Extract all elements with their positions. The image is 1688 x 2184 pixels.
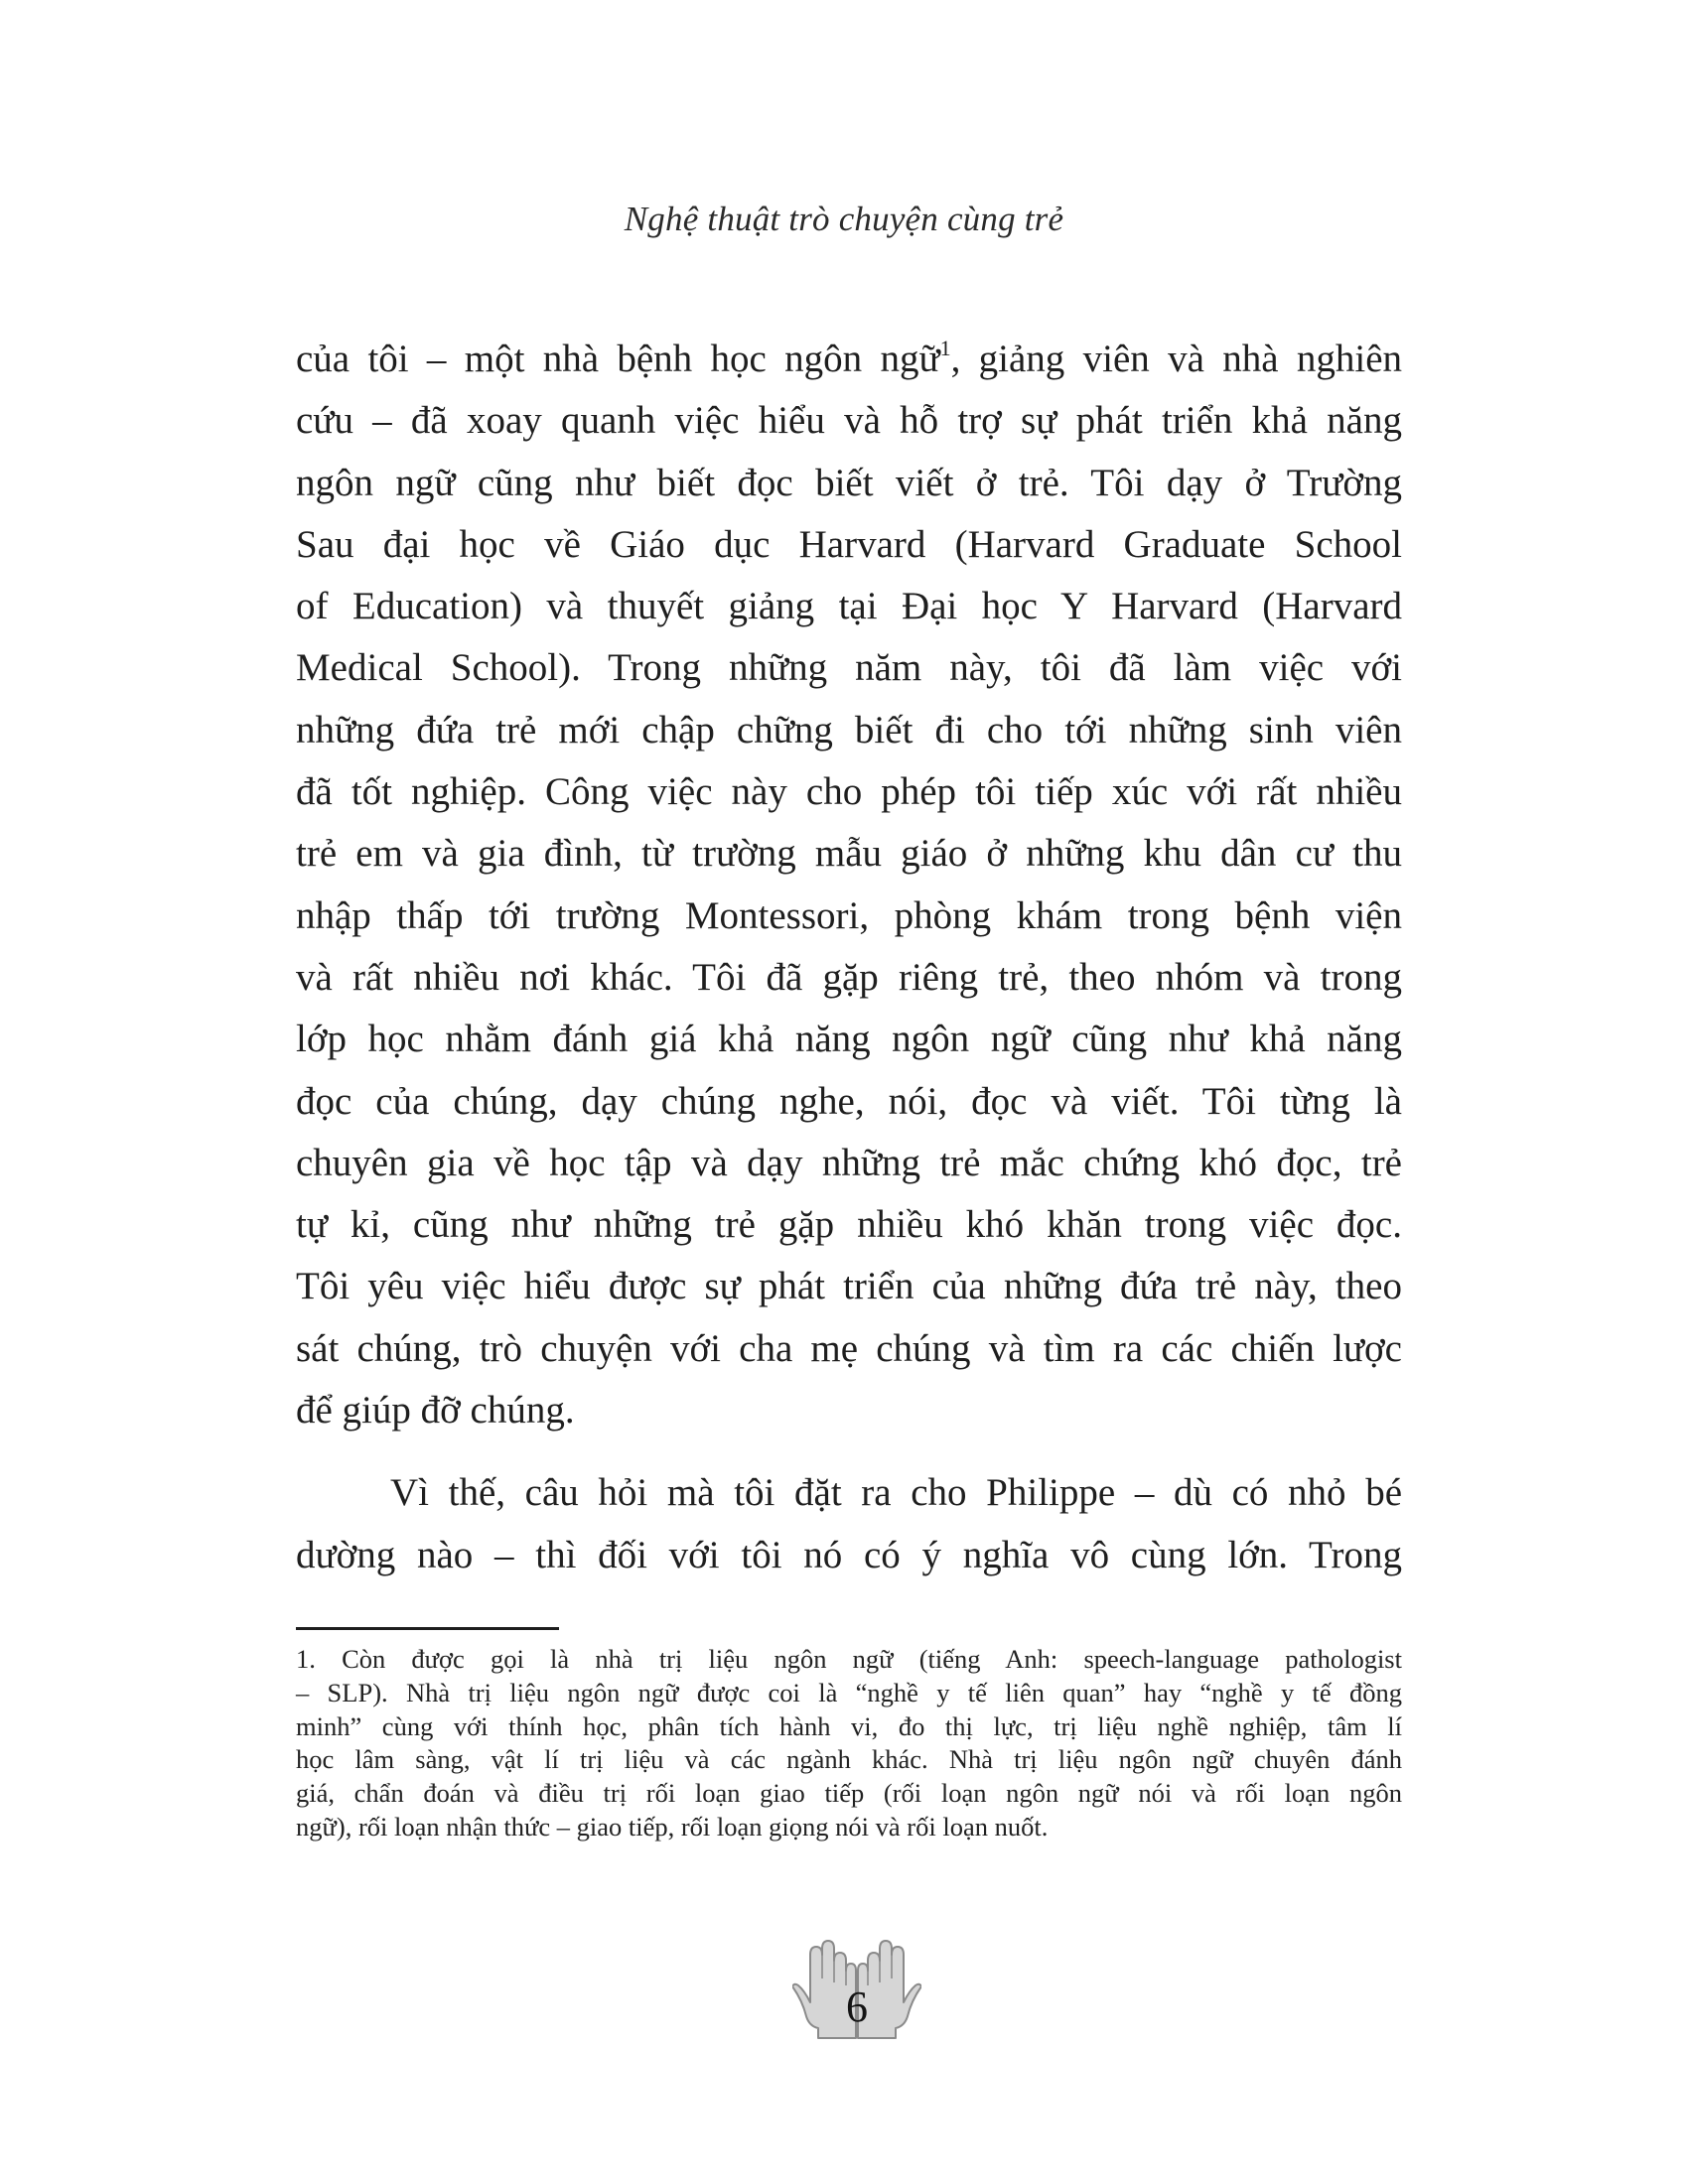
text-line: và rất nhiều nơi khác. Tôi đã gặp riêng trẻ, theo nhóm và trong xyxy=(296,955,1402,999)
text-line: chuyên gia về học tập và dạy những trẻ mắc chứng khó đọc, trẻ xyxy=(296,1141,1402,1184)
page-number-badge xyxy=(792,1931,921,2040)
footnote-line: giá, chẩn đoán và điều trị rối loạn giao tiếp (rối loạn ngôn ngữ nói và rối loạn ngôn xyxy=(296,1778,1402,1809)
text-line: đã tốt nghiệp. Công việc này cho phép tôi tiếp xúc với rất nhiều xyxy=(296,770,1402,814)
footnote-reference[interactable]: 1 xyxy=(939,336,951,360)
paragraph xyxy=(296,329,1402,1441)
text-line: of Education) và thuyết giảng tại Đại học Y Harvard (Harvard xyxy=(296,585,1402,628)
text-line: những đứa trẻ mới chập chững biết đi cho tới những sinh viên xyxy=(296,708,1402,751)
page-number: 6 xyxy=(846,1982,868,2031)
running-header-title: Nghệ thuật trò chuyện cùng trẻ xyxy=(624,200,1064,238)
footnote-line: học lâm sàng, vật lí trị liệu và các ngành khác. Nhà trị liệu ngôn ngữ chuyên đánh xyxy=(296,1744,1402,1775)
text-line: Tôi yêu việc hiểu được sự phát triển của những đứa trẻ này, theo xyxy=(296,1265,1402,1308)
footnote-line: 1. Còn được gọi là nhà trị liệu ngôn ngữ (tiếng Anh: speech-language pathologist xyxy=(296,1644,1402,1674)
text-line: Sau đại học về Giáo dục Harvard (Harvard Graduate School xyxy=(296,522,1402,566)
paragraph xyxy=(296,1462,1402,1586)
text-line: đọc của chúng, dạy chúng nghe, nói, đọc và viết. Tôi từng là xyxy=(296,1079,1402,1123)
text-line: Medical School). Trong những năm này, tôi đã làm việc với xyxy=(296,646,1402,690)
footnote-separator-rule xyxy=(296,1627,559,1630)
text-line: sát chúng, trò chuyện với cha mẹ chúng và tìm ra các chiến lược xyxy=(296,1326,1402,1370)
text-line: trẻ em và gia đình, từ trường mẫu giáo ở những khu dân cư thu xyxy=(296,832,1402,876)
paragraph-spacing xyxy=(296,1441,1402,1462)
footnote-line: ngữ), rối loạn nhận thức – giao tiếp, rối loạn giọng nói và rối loạn nuốt. xyxy=(296,1811,1049,1842)
text-line: dường nào – thì đối với tôi nó có ý nghĩa vô cùng lớn. Trong xyxy=(296,1533,1402,1576)
text-line: Vì thế, câu hỏi mà tôi đặt ra cho Philippe – dù có nhỏ bé xyxy=(390,1471,1402,1515)
text-line: tự kỉ, cũng như những trẻ gặp nhiều khó khăn trong việc đọc. xyxy=(296,1203,1402,1247)
text-line: nhập thấp tới trường Montessori, phòng khám trong bệnh viện xyxy=(296,893,1402,937)
text-line: ngôn ngữ cũng như biết đọc biết viết ở trẻ. Tôi dạy ở Trường xyxy=(296,461,1402,504)
text-segment: của tôi – một nhà bệnh học ngôn ngữ xyxy=(296,338,940,380)
text-segment: , giảng viên và nhà nghiên xyxy=(950,338,1402,380)
text-line: cứu – đã xoay quanh việc hiểu và hỗ trợ sự phát triển khả năng xyxy=(296,399,1402,443)
text-line: để giúp đỡ chúng. xyxy=(296,1389,575,1433)
text-line xyxy=(296,329,1402,390)
text-line: lớp học nhằm đánh giá khả năng ngôn ngữ cũng như khả năng xyxy=(296,1018,1402,1061)
body-text xyxy=(296,329,1402,1586)
footnote-line: – SLP). Nhà trị liệu ngôn ngữ được coi là “nghề y tế liên quan” hay “nghề y tế đồng xyxy=(296,1677,1402,1707)
footnote-line: minh” cùng với thính học, phân tích hành vi, đo thị lực, trị liệu nghề nghiệp, tâm lí xyxy=(296,1710,1402,1741)
footnote xyxy=(296,1643,1402,1844)
